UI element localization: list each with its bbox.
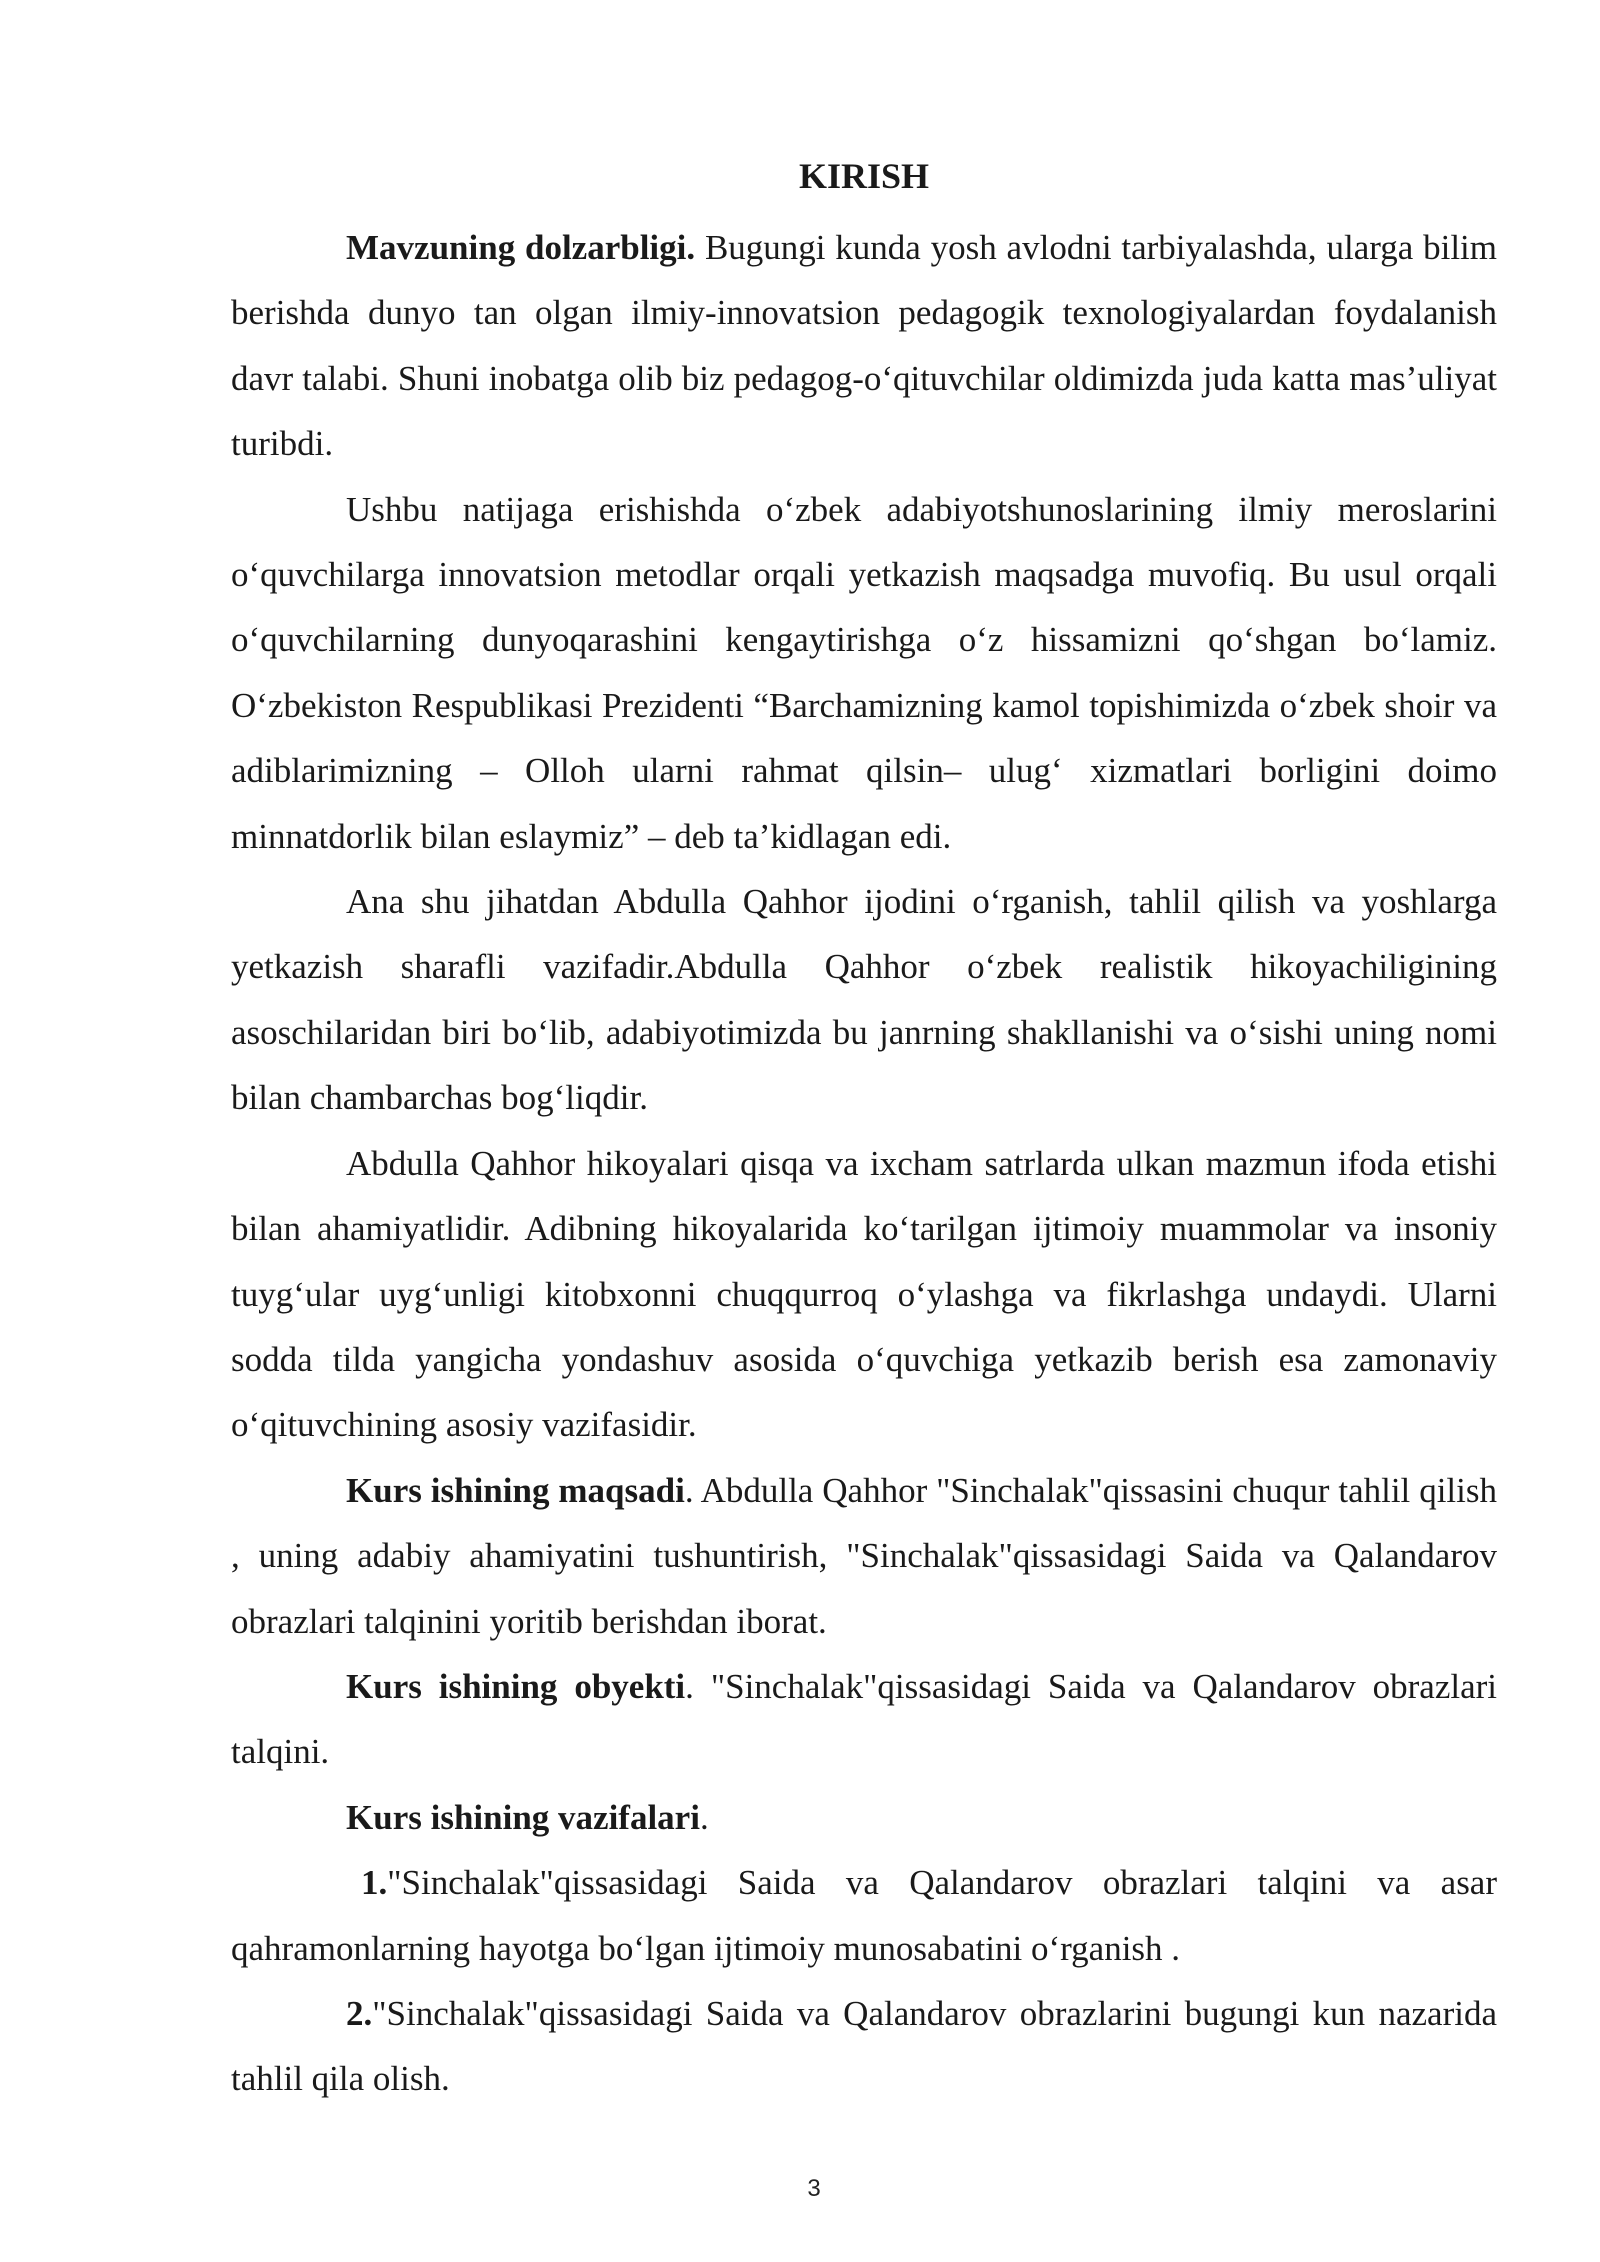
paragraph-relevance	[231, 215, 1497, 477]
paragraph-tasks	[231, 1785, 1497, 1850]
task-item-2	[231, 1981, 1497, 2112]
page-number: 3	[807, 2175, 821, 2202]
paragraph-text: Bugungi kunda yosh avlodni tarbiyalashda, ularga bilim berishda dunyo tan olgan ilmiy-innovatsion pedagogik texnologiyalardan foydalanish davr talabi. Shuni inobatga olib biz pedagog-o‘qituvchilar oldimizda juda katta mas’uliyat turibdi.	[231, 228, 1497, 464]
paragraph-text: Abdulla Qahhor hikoyalari qisqa va ixcham satrlarda ulkan mazmun ifoda etishi bilan ahamiyatlidir. Adibning hikoyalarida ko‘tarilgan ijtimoiy muammolar va insoniy tuyg‘ular uyg‘unligi kitobxonni chuqqurroq o‘ylashga va fikrlashga undaydi. Ularni sodda tilda yangicha yondashuv asosida o‘quvchiga yetkazib berish esa zamonaviy o‘qituvchining asosiy vazifasidir.	[231, 1143, 1497, 1445]
paragraph-text: Ushbu natijaga erishishda o‘zbek adabiyotshunoslarining ilmiy meroslarini o‘quvchilarga innovatsion metodlar orqali yetkazish maqsadga muvofiq. Bu usul orqali o‘quvchilarning dunyoqarashini kengaytirishga o‘z hissamizni qo‘shgan bo‘lamiz. O‘zbekiston Respublikasi Prezidenti “Barchamizning kamol topishimizda o‘zbek shoir va adiblarimizning – Olloh ularni rahmat qilsin– ulug‘ xizmatlari borligini doimo minnatdorlik bilan eslaymiz” – deb ta’kidlagan edi.	[231, 489, 1497, 856]
paragraph-label: Kurs ishining vazifalari	[346, 1797, 700, 1837]
task-text: "Sinchalak"qissasidagi Saida va Qalandarov obrazlarini bugungi kun nazarida tahlil qila olish.	[231, 1993, 1497, 2099]
task-item-1	[231, 1850, 1497, 1981]
document-page	[231, 150, 1497, 2112]
paragraph-text: . Abdulla Qahhor "Sinchalak"qissasini chuqur tahlil qilish , uning adabiy ahamiyatini tushuntirish, "Sinchalak"qissasidagi Saida va Qalandarov obrazlari talqinini yoritib berishdan iborat.	[231, 1470, 1498, 1641]
page-title: KIRISH	[798, 156, 930, 196]
paragraph-label: Mavzuning dolzarbligi.	[346, 228, 696, 267]
paragraph-text: . "Sinchalak"qissasidagi Saida va Qalandarov obrazlari talqini.	[231, 1666, 1497, 1772]
paragraph-body	[231, 1131, 1497, 1458]
paragraph-goal	[231, 1458, 1497, 1654]
paragraph-label: Kurs ishining maqsadi	[346, 1470, 685, 1510]
task-number: 2.	[346, 1993, 373, 2033]
task-text: "Sinchalak"qissasidagi Saida va Qalandarov obrazlari talqini va asar qahramonlarning hayotga bo‘lgan ijtimoiy munosabatini o‘rganish .	[231, 1863, 1497, 1968]
paragraph-body	[231, 869, 1497, 1131]
paragraph-object	[231, 1654, 1497, 1785]
paragraph-text: .	[699, 1797, 709, 1837]
paragraph-label: Kurs ishining obyekti	[346, 1666, 686, 1706]
paragraph-body	[231, 477, 1497, 869]
task-number: 1.	[361, 1863, 388, 1903]
paragraph-text: Ana shu jihatdan Abdulla Qahhor ijodini o‘rganish, tahlil qilish va yoshlarga yetkazish sharafli vazifadir.Abdulla Qahhor o‘zbek realistik hikoyachiligining asoschilaridan biri bo‘lib, adabiyotimizda bu janrning shakllanishi va o‘sishi uning nomi bilan chambarchas bog‘liqdir.	[231, 882, 1497, 1118]
